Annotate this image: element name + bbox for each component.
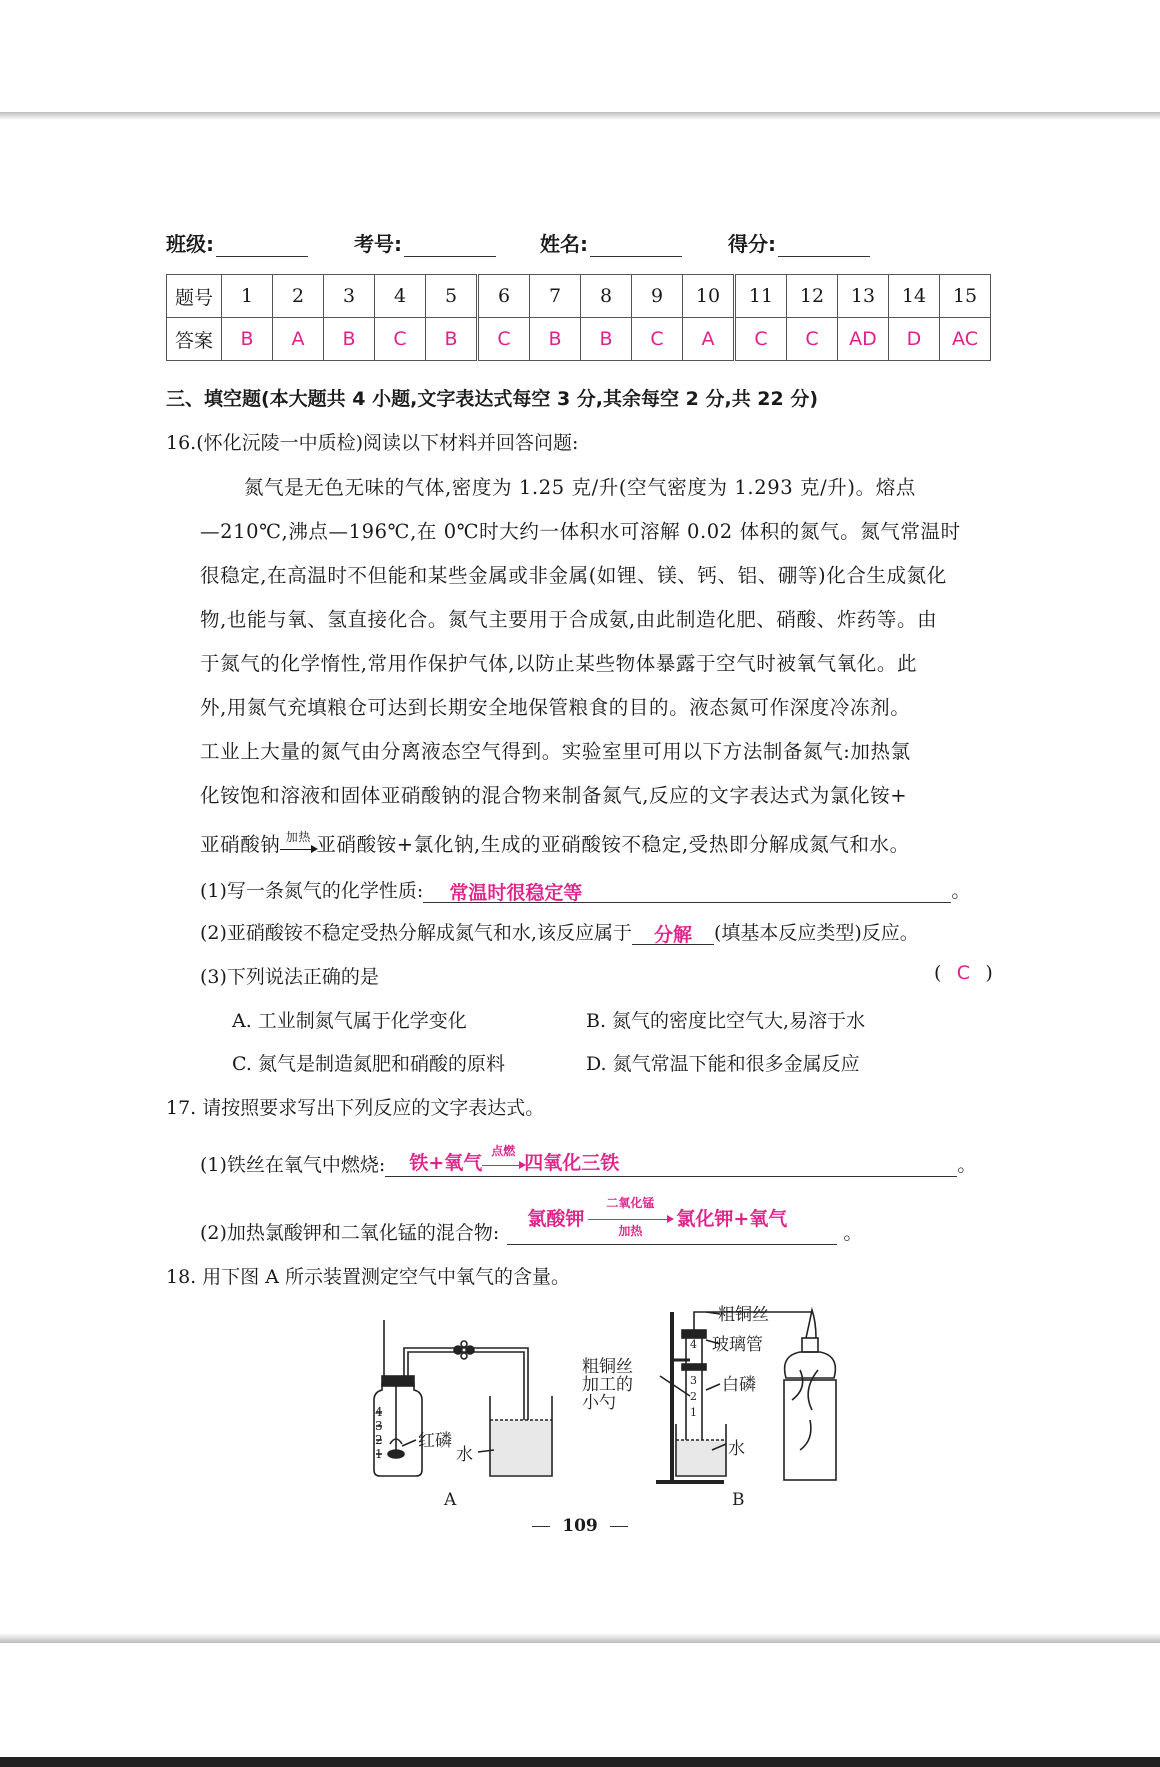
answer-cell: A [273, 318, 324, 361]
name-field: 姓名: [540, 228, 682, 257]
row-label: 题号 [167, 275, 222, 318]
question-number-cell: 7 [530, 275, 581, 318]
svg-text:4: 4 [690, 1338, 697, 1351]
svg-text:3: 3 [375, 1419, 383, 1433]
figure-a-caption: A [444, 1490, 457, 1510]
section-title: 三、填空题(本大题共 4 小题,文字表达式每空 3 分,其余每空 2 分,共 22 分) [166, 388, 819, 410]
answer-cell: A [683, 318, 735, 361]
answer-blank: 铁+氧气 点燃 四氧化三铁 [385, 1148, 957, 1177]
apparatus-figure [360, 1300, 840, 1510]
red-phosphorus-label: 红磷 [418, 1431, 452, 1451]
question-number-cell: 4 [375, 275, 426, 318]
svg-text:1: 1 [375, 1447, 383, 1461]
figure-b-caption: B [732, 1490, 745, 1510]
answer-cell: C [735, 318, 787, 361]
answer-cell: AC [940, 318, 991, 361]
option-a: A. 工业制氮气属于化学变化 [232, 1010, 467, 1032]
svg-text:3: 3 [690, 1374, 697, 1387]
top-margin [0, 0, 1160, 112]
q16-part3-answer-bracket: ( C ) [934, 962, 993, 984]
question-number-cell: 11 [735, 275, 787, 318]
glass-tube-label: 玻璃管 [712, 1335, 763, 1355]
svg-text:4: 4 [375, 1405, 383, 1419]
answer-cell: D [889, 318, 940, 361]
coarse-copper-wire-label: 粗铜丝 [718, 1305, 769, 1325]
answer-cell: B [324, 318, 375, 361]
question-number-cell: 10 [683, 275, 735, 318]
q16-p2-answer: 分解 [653, 924, 692, 946]
answer-table [166, 274, 991, 361]
question-number-cell: 1 [222, 275, 273, 318]
water-label-b: 水 [728, 1439, 745, 1459]
catalyst-arrow: 二氧化锰 加热 [588, 1207, 672, 1231]
question-number-cell: 14 [889, 275, 940, 318]
question-number-cell: 5 [426, 275, 478, 318]
answer-blank [423, 878, 951, 903]
q16-p3-answer: C [956, 962, 971, 984]
paragraph-line: 外,用氮气充填粮仓可达到长期安全地保管粮食的目的。液态氮可作深度冷冻剂。 [200, 696, 911, 719]
svg-text:2: 2 [375, 1433, 383, 1447]
q16-part1: (1)写一条氮气的化学性质: 常温时很稳定等 。 [200, 880, 971, 904]
paragraph-line: 氮气是无色无味的气体,密度为 1.25 克/升(空气密度为 1.293 克/升)。熔点 [244, 476, 916, 499]
question-number-cell: 2 [273, 275, 324, 318]
svg-text:1: 1 [690, 1406, 697, 1419]
score-field: 得分: [728, 228, 870, 257]
paragraph-line: —210℃,沸点—196℃,在 0℃时大约一体积水可溶解 0.02 体积的氮气。氮气常温时 [200, 520, 961, 543]
paragraph-line: 很稳定,在高温时不但能和某些金属或非金属(如锂、镁、钙、铝、硼等)化合生成氮化 [200, 564, 947, 587]
answer-cell: B [530, 318, 581, 361]
bottom-bar [0, 1757, 1160, 1767]
answer-cell: B [581, 318, 632, 361]
question-number-cell: 8 [581, 275, 632, 318]
q17-part2: (2)加热氯酸钾和二氧化锰的混合物:氯酸钾 二氧化锰 加热 氯化钾+氧气。 [200, 1196, 863, 1244]
ignition-arrow: 点燃 [482, 1151, 524, 1175]
question-number-cell: 12 [787, 275, 838, 318]
q16-p1-answer: 常温时很稳定等 [449, 882, 583, 904]
paragraph-line: 化铵饱和溶液和固体亚硝酸钠的混合物来制备氮气,反应的文字表达式为氯化铵+ [200, 784, 908, 807]
figure-a-labels [375, 1405, 473, 1510]
answer-blank: 氯酸钾 二氧化锰 加热 氯化钾+氧气 [507, 1204, 837, 1245]
q16-stem: 16.(怀化沅陵一中质检)阅读以下材料并回答问题: [166, 432, 579, 454]
bottom-margin [0, 1643, 1160, 1757]
q18-stem: 18. 用下图 A 所示装置测定空气中氧气的含量。 [166, 1266, 571, 1288]
page-top-edge [0, 112, 1160, 120]
answer-cell: B [426, 318, 478, 361]
option-d: D. 氮气常温下能和很多金属反应 [586, 1053, 860, 1075]
answer-cell: AD [838, 318, 889, 361]
question-number-cell: 15 [940, 275, 991, 318]
option-b: B. 氮气的密度比空气大,易溶于水 [586, 1010, 866, 1032]
q16-paragraph-last-line: 亚硝酸钠 加热 亚硝酸铵+氯化钠,生成的亚硝酸铵不稳定,受热即分解成氮气和水。 [200, 830, 910, 856]
q17-part1: (1)铁丝在氧气中燃烧: 铁+氧气 点燃 四氧化三铁 。 [200, 1144, 977, 1176]
option-c: C. 氮气是制造氮肥和硝酸的原料 [232, 1053, 505, 1075]
answer-cell: B [222, 318, 273, 361]
spoon-label-line2: 加工的 [582, 1375, 633, 1395]
page-number: 109 [0, 1516, 1160, 1536]
question-number-cell: 3 [324, 275, 375, 318]
question-number-cell: 13 [838, 275, 889, 318]
answer-cell: C [375, 318, 426, 361]
page-bottom-edge [0, 1633, 1160, 1643]
student-info-header [166, 228, 986, 258]
answer-row [167, 318, 991, 361]
paragraph-line: 工业上大量的氮气由分离液态空气得到。实验室里可用以下方法制备氮气:加热氯 [200, 740, 911, 763]
row-label: 答案 [167, 318, 222, 361]
svg-text:2: 2 [690, 1390, 697, 1403]
answer-cell: C [632, 318, 683, 361]
spoon-label-line1: 粗铜丝 [582, 1357, 633, 1377]
question-number-row [167, 275, 991, 318]
spoon-label-line3: 小勺 [582, 1393, 616, 1413]
paragraph-line: 物,也能与氧、氢直接化合。氮气主要用于合成氨,由此制造化肥、硝酸、炸药等。由 [200, 608, 938, 631]
q17-stem: 17. 请按照要求写出下列反应的文字表达式。 [166, 1097, 545, 1119]
question-number-cell: 6 [478, 275, 530, 318]
class-field: 班级: [166, 228, 308, 257]
paragraph-line: 于氮气的化学惰性,常用作保护气体,以防止某些物体暴露于空气时被氧气氧化。此 [200, 652, 918, 675]
heating-arrow: 加热 [280, 835, 316, 857]
figure-b-labels [582, 1304, 769, 1510]
q16-part3: (3)下列说法正确的是 [200, 966, 379, 988]
question-number-cell: 9 [632, 275, 683, 318]
answer-cell: C [787, 318, 838, 361]
answer-cell: C [478, 318, 530, 361]
q16-part2: (2)亚硝酸铵不稳定受热分解成氮气和水,该反应属于 分解 (填基本反应类型)反应。 [200, 922, 919, 946]
answer-blank [632, 920, 714, 945]
white-phosphorus-label: 白磷 [722, 1375, 756, 1395]
exam-number-field: 考号: [354, 228, 496, 257]
water-label-a: 水 [456, 1445, 473, 1465]
